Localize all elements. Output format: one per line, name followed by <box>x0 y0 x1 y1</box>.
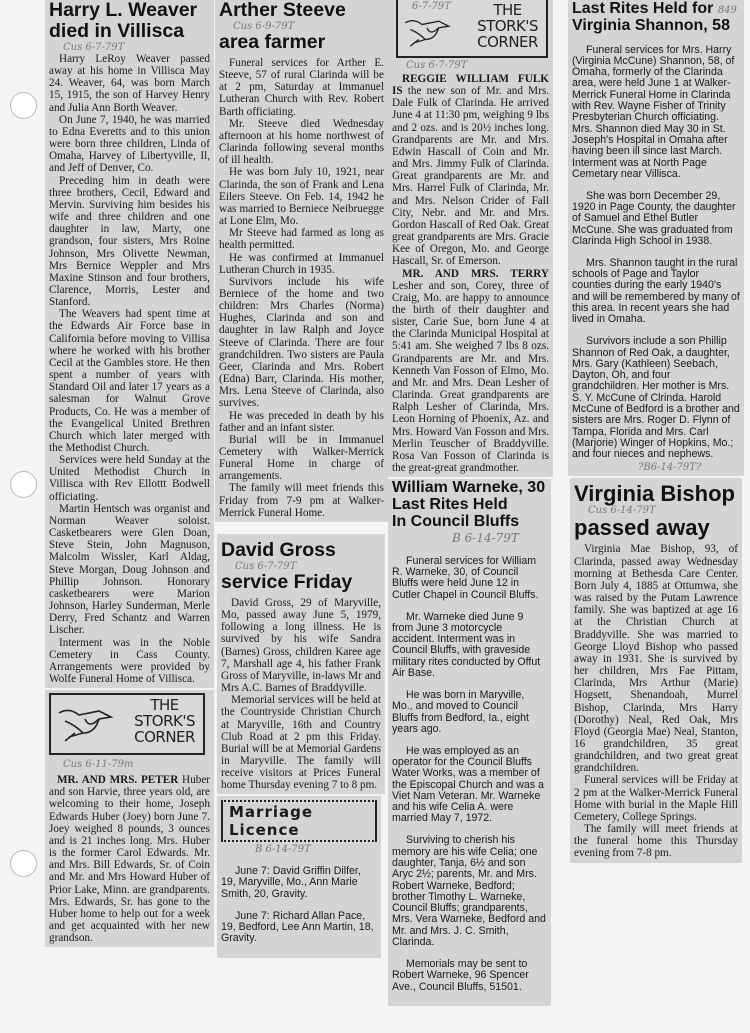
column-4 <box>568 0 744 863</box>
paragraph: The Weavers had spent time at the Edwards Air Force base in California before moving to Villisa where he worked with his brother Cecil at the Gambles store. He then spent a number of years with Standard Oil and later 17 years as a salesman for Walnut Grove Products, Co. He was a member of the Evangelical United Brethren Church which later merged with the Methodist Church. <box>49 308 210 454</box>
storks-corner-logo: 6-7-79T THE STORK'S CORNER <box>396 0 548 58</box>
handwritten-annotation: Cus 6-7-79T <box>235 560 297 572</box>
birth-announcement: MR. AND MRS. TERRY Lesher and son, Corey, three of Craig, Mo. are happy to announce the birth of their daughter and sister, Carie Sue, born June 4 at the Clarinda Municipal Hospital at 5:41 am. She weighed 7 lbs 8 ozs. Grandparents are Mr. and Mrs. Kenneth Van Fosson of Elmo, Mo. and Mr. and Mrs. Dean Lesher of Clarinda. Great grandparents are Ralph Lesher of Clarinda, Mrs. Leon Horning of Phoenix, Az. and Mrs. Howard Van Fosson and Mrs. Merlin Teuscher of Braddyville. Rosa Van Fosson of Clarinda is the great-great grandmother. <box>392 267 549 474</box>
paragraph: He was employed as an operator for the Council Bluffs Water Works, was a member of the Episcopal Church and was a Viet Nam Veteran. Mr. Warneke and his wife Celia A. were married May 7, 1972. <box>392 744 544 825</box>
paragraph: Survivors include his wife Berniece of the home and two children: Mrs Charles (Norma) Hughes, Clarinda and son and daughter in law Ralph and Joyce Steeve of Clarinda. There are four grandchildren. Two sisters are Paula Geer, Clarinda and Mrs. Robert (Edna) Barr, Clarinda. His mother, Mrs. Lena Steeve of Clarinda, also survives. <box>219 275 384 410</box>
clipping-gross-obituary: David Gross Cus 6-7-79T service Friday David Gross, 29 of Maryville, Mo, passed away June 5, 1979, following a long illness. He is survived by his wife Sandra (Barnes) Gross, children Karee age 7, Marshall age 4, his father Frank Gross of Maryville, in-laws Mr and Mrs A.C. Barnes of Braddyville. Memorial services will be held at the Countryside Christian Church at Maryville, 16th and Country Club Road at 2 pm this Friday. Burial will be at Memorial Gardens in Maryville. The family will receive visitors at Prices Funeral home Thursday evening 7 to 8 pm. <box>217 534 385 795</box>
paragraph: Interment was in the Noble Cemetery in Cass County. Arrangements were provided by Wolfe Funeral Home of Villisca. <box>49 636 210 685</box>
column-1 <box>45 0 214 947</box>
paragraph: Mrs. Shannon taught in the rural schools of Page and Taylor counties during the early 1940's and will be remembered by many of this area. In recent years she had lived in Omaha. <box>572 256 740 326</box>
punch-hole <box>10 92 37 119</box>
clipping-weaver-obituary <box>45 0 214 688</box>
column-3 <box>388 0 553 1006</box>
punch-hole <box>10 850 37 877</box>
headline: Last Rites Held for 849 Virginia Shannon, 58 <box>572 0 737 34</box>
article-body <box>572 45 740 461</box>
birth-announcement: MR. AND MRS. PETER Huber and son Harvie, three years old, are welcoming to their home, Joseph Edwards Huber (Joey) born June 7. Joey weighed 8 pounds, 3 ounces and is 21 inches long. Mrs. Huber is the former Carol Edwards. Mr. and Mrs. Bill Edwards, Sr. of Coin and Mr. and Mrs Howard Huber of Prior Lake, Minn. are grandparents. Mrs. Edwards, Sr. has gone to the Huber home to help out for a week and get acquainted with her new grandson. <box>49 774 211 945</box>
paragraph: David Gross, 29 of Maryville, Mo, passed away June 5, 1979, following a long illness. He is survived by his wife Sandra (Barnes) Gross, children Karee age 7, Marshall age 4, his father Frank Gross of Maryville, in-laws Mr and Mrs A.C. Barnes of Braddyville. <box>221 596 381 695</box>
headline: Virginia Bishop <box>574 481 735 507</box>
birth-announcement: REGGIE WILLIAM FULK IS the new son of Mr. and Mrs. Dale Fulk of Clarinda. He arrived June 4 at 11:30 pm, weighing 9 lbs and 2 ozs. and is 20½ inches long. Grandparents are Mr. and Mrs. Edwin Hascall of Coin and Mr. and Mrs. Jimmy Fulk of Clarinda. Great grandparents are Mr. and Mrs. Harrel Fulk of Clarinda, Mr. and Mrs. Nelson Crider of Fall City, Nebr. and Mr. and Mrs. Gordon Hascall of Red Oak. Great great grandparents are Mrs. Gracie Kee of Oregon, Mo. and George Hascall, Sr. of Emerson. <box>392 73 549 268</box>
paragraph: The family will meet friends this Friday from 7-9 pm at Walker-Merrick Funeral Home. <box>219 482 384 519</box>
paragraph: On June 7, 1940, he was married to Edna Everetts and to this union were born three children, Linda of Omaha, Harvey of Libertyville, Il, and Jeff of Denver, Co. <box>49 113 210 175</box>
stork-icon <box>402 14 452 50</box>
marriage-licence-heading: Marriage Licence <box>221 800 377 842</box>
clipping-steeve-obituary: Arther Steeve Cus 6-9-79T area farmer Funeral services for Arther E. Steeve, 57 of rural Clarinda will be at 2 pm, Saturday at Immanuel Lutheran Church with Rev. Robert Barth officiating. Mr. Steeve died Wednesday afternoon at his home northwest of Clarinda following several months of ill health. He was born July 10, 1921, near Clarinda, the son of Frank and Lena Eilers Steeve. On Feb. 14, 1942 he was married to Berniece Neibruegge at Lone Elm, Mo. Mr Steeve had farmed as long as health permitted. He was confirmed at Immanuel Lutheran Church in 1935. Survivors include his wife Berniece of the home and two children: Mrs Charles (Norma) Hughes, Clarinda and son and daughter in law Ralph and Joyce Steeve of Clarinda. There are four grandchildren. Two sisters are Paula Geer, Clarinda and Mrs. Robert (Edna) Barr, Clarinda. His mother, Mrs. Lena Steeve of Clarinda, also survives. He was preceded in death by his father and an infant sister. Burial will be in Immanuel Cemetery with Walker-Merrick Funeral Home in charge of arrangements. The family will meet friends this Friday from 7-9 pm at Walker-Merrick Funeral Home. <box>215 0 388 522</box>
article-body <box>49 53 210 685</box>
paragraph: He was born in Maryville, Mo., and moved to Council Bluffs from Bedford, Ia., eight years ago. <box>392 688 530 735</box>
handwritten-annotation: 849 <box>717 5 737 16</box>
storks-corner-logo: THE STORK'S CORNER <box>49 693 205 755</box>
handwritten-annotation: ?B6-14-79T? <box>638 462 702 474</box>
paragraph: Memorial services will be held at the Countryside Christian Church at Maryville, 16th and Country Club Road at 2 pm this Friday. Burial will be at Memorial Gardens in Maryville. The family will receive visitors at Prices Funeral home Thursday evening 7 to 8 pm. <box>221 694 381 792</box>
paragraph: June 7: Richard Allan Pace, 19, Bedford, Lee Ann Martin, 18, Gravity. <box>221 909 374 945</box>
birth-announcements <box>392 73 549 474</box>
clipping-marriage-licence <box>217 796 381 958</box>
headline: David Gross <box>221 538 336 561</box>
punch-hole <box>10 471 37 498</box>
paragraph: Services were held Sunday at the United Methodist Church in Villisca with Rev Ellottt Bodwell officiating. <box>49 454 210 503</box>
paragraph: Survivors include a son Phillip Shannon of Red Oak, a daughter, Mrs. Gary (Kathleen) Seebach, Dayton, Oh, and four grandchildren. Her mother is Mrs. S. Y. McCune of Clrinda. Harold McCune of Bedford is a brother and sisters are Mrs. Roger D. Flynn of Tampa, Florida and Mrs. Carl (Marjorie) Winger of Hopkins, Mo.; and four nieces and nephews. <box>572 335 740 461</box>
clipping-warneke-obituary <box>388 479 551 1006</box>
paragraph: He was preceded in death by his father and an infant sister. <box>219 409 384 434</box>
column-2 <box>215 0 388 958</box>
handwritten-annotation: B 6-14-79T <box>255 844 311 856</box>
headline: William Warneke, 30 Last Rites Held In Council Bluffs <box>392 479 546 531</box>
paragraph: Funeral services for Arther E. Steeve, 57 of rural Clarinda will be at 2 pm, Saturday at Immanuel Lutheran Church with Rev. Robert Barth officiating. <box>219 57 384 118</box>
handwritten-annotation: Cus 6-9-79T <box>233 21 295 32</box>
paragraph: Harry LeRoy Weaver passed away at his home in Villisca May 24. Weaver, 64, was born March 15, 1915, the son of Harvey Henry and Julia Ann Borth Weaver. <box>49 53 210 114</box>
handwritten-annotation: Cus 6-11-79m <box>63 759 134 771</box>
handwritten-annotation: B 6-14-79T <box>452 531 519 546</box>
paragraph: Surviving to cherish his memory are his wife Celia; one daughter, Tanja, 6½ and son Aryc 2½; parents, Mr. and Mrs. Robert Warneke, Bedford; brother Timothy L. Warneke, Council Bluffs; grandparents, Mrs. Vera Warneke, Bedford and Mr. and Mrs. J. C. Smith, Clarinda. <box>392 834 546 949</box>
paragraph: Funeral services will be Friday at 2 pm at the Walker-Merrick Funeral Home with burial in the Maple Hill Cemetery, College Springs. <box>574 774 738 823</box>
stork-icon <box>55 703 115 745</box>
clipping-storks-corner-fulk-lesher <box>388 0 553 477</box>
clipping-storks-corner-huber <box>45 690 214 947</box>
handwritten-annotation: Cus 6-14-79T <box>588 505 656 517</box>
headline: Harry L. Weaver died in Villisca <box>49 0 198 42</box>
clipping-shannon-obituary <box>568 0 744 476</box>
paragraph: Funeral services for Mrs. Harry (Virginia McCune) Shannon, 58, of Omaha, formerly of the Clarinda area, were held June 1 at Walker-Merrick Funeral Home in Clarinda with Rev. Wayne Fisher of Trinity Presbyterian Church officiating. Mrs. Shannon died May 30 in St. Joseph's Hospital in Omaha after having been ill since last March. Interment was at North Page Cemetary near Villisca. <box>572 43 735 180</box>
paragraph: The family will meet friends at the funeral home this Thursday evening from 7-8 pm. <box>574 823 738 860</box>
paragraph: He was born July 10, 1921, near Clarinda, the son of Frank and Lena Eilers Steeve. On Feb. 14, 1942 he was married to Berniece Neibruegge at Lone Elm, Mo. <box>219 166 384 228</box>
paragraph: Mr. Steeve died Wednesday afternoon at his home northwest of Clarinda following several months of ill health. <box>219 117 384 167</box>
paragraph: She was born December 29, 1920 in Page County, the daughter of Samuel and Ethel Butler McCune. She was graduated from Clarinda High School in 1938. <box>572 189 736 247</box>
article-body <box>219 57 384 519</box>
article-body <box>221 597 381 792</box>
article-body <box>392 556 547 993</box>
paragraph: Mr Steeve had farmed as long as health permitted. <box>219 227 384 252</box>
clipping-bishop-obituary: Virginia Bishop Cus 6-14-79T passed away Virginia Mae Bishop, 93, of Clarinda, passed away Wednesday morning at Bethesda Care Center. Born July 4, 1885 at Ottumwa, she was raised by the Putam Lawrence family. She was baptized at age 16 at the Christian Church at Braddyville. She was married to George Lloyd Bishop who passed away in 1931. She is survived by her children, Mrs Fae Pittam, Clarinda, Mrs Arthur (Marie) Hogsett, Shenandoah, Murrel Bishop, Clarinda, Mrs Harry (Dorothy) Neal, Red Oak, Mrs Floyd (Georgia Mae) Neal, Stanton, 16 grandchildren, 35 great grandchildren, and two great great grandchildren. Funeral services will be Friday at 2 pm at the Walker-Merrick Funeral Home with burial in the Maple Hill Cemetery, College Springs. The family will meet friends at the funeral home this Thursday evening from 7-8 pm. <box>570 478 742 862</box>
paragraph: Martin Hentsch was organist and Norman Weaver soloist. Casketbearers were Glen Doan, Steve Stein, John Magnuson, Malcolm Wissler, Karl Aldag, Steve Morgan, Doug Johnson and Phillip Johnson. Honorary casketbearers were Marion Johnson, Harley Sunderman, Merle Derry, Fred Schantz and Warren Lischer. <box>49 502 210 637</box>
article-body <box>574 543 738 859</box>
paragraph: Funeral services for William R. Warneke, 30, of Council Bluffs were held June 12 in Cutler Chapel in Council Bluffs. <box>392 554 539 601</box>
paragraph: Mr. Warneke died June 9 from June 3 motorcycle accident. Interment was in Council Bluffs, with graveside military rites conducted by Offut Air Base. <box>392 610 541 680</box>
handwritten-annotation: Cus 6-7-79T <box>406 60 468 71</box>
headline: Arther Steeve <box>219 0 346 21</box>
paragraph: Burial will be in Immanuel Cemetery with Walker-Merrick Funeral Home in charge of arrangements. <box>219 433 384 483</box>
paragraph: Preceding him in death were three brothers, Cecil, Edward and Mervin. Surviving him besides his wife and three children and one daughter in law, Marty, one grandson, four sisters, Mrs Roine Johnson, Mrs Olivette Newman, Mrs Bernice Weppler and Mrs Maxine Stinson and four brothers, Clarence, Morris, Lester and Stanford. <box>49 174 210 309</box>
paragraph: He was confirmed at Immanuel Lutheran Church in 1935. <box>219 251 384 276</box>
handwritten-annotation: Cus 6-7-79T <box>63 42 125 53</box>
paragraph: Virginia Mae Bishop, 93, of Clarinda, passed away Wednesday morning at Bethesda Care Center. Born July 4, 1885 at Ottumwa, she was raised by the Putam Lawrence family. She was baptized at age 16 at the Christian Church at Braddyville. She was married to George Lloyd Bishop who passed away in 1931. She is survived by her children, Mrs Fae Pittam, Clarinda, Mrs Arthur (Marie) Hogsett, Shenandoah, Murrel Bishop, Clarinda, Mrs Harry (Dorothy) Neal, Red Oak, Mrs Floyd (Georgia Mae) Neal, Stanton, 16 grandchildren, 35 great grandchildren, and two great great grandchildren. <box>574 543 738 775</box>
handwritten-annotation: 6-7-79T <box>412 1 451 12</box>
licence-entries <box>221 866 377 944</box>
paragraph: June 7: David Griffin Dilfer, 19, Maryville, Mo., Ann Marie Smith, 20, Gravity. <box>221 865 361 900</box>
paragraph: Memorials may be sent to Robert Warneke, 96 Spencer Ave., Council Bluffs, 51501. <box>392 957 529 993</box>
